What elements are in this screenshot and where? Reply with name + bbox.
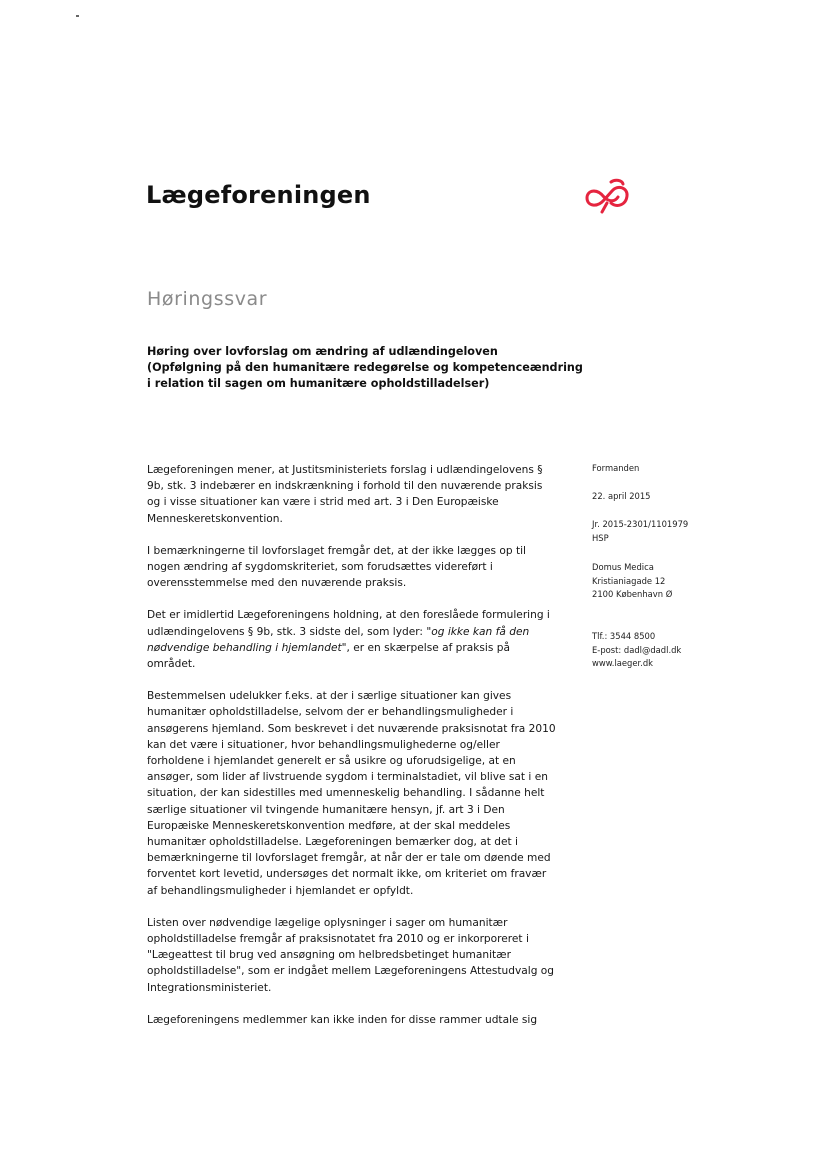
initials: HSP: [592, 532, 609, 543]
subject-heading: [147, 344, 583, 392]
paragraph: Listen over nødvendige lægelige oplysninger i sager om humanitær opholdstilladelse fremgår af praksisnotatet fra 2010 og er inkorporeret i "Lægeattest til brug ved ansøgning om helbredsbetinget humanitær opholdstilladelse", som er indgået mellem Lægeforeningens Attestudvalg og Integrationsministeriet.: [147, 916, 555, 994]
sidebar-address: [592, 561, 672, 602]
sidebar-date: [592, 490, 651, 504]
serpent-staff-icon: [582, 176, 632, 218]
paragraph: Lægeforeningen mener, at Justitsministeriets forslag i udlændingelovens § 9b, stk. 3 indebærer en indskrænkning i forhold til den nuværende praksis og i visse situationer kan være i strid med art. 3 i Den Europæiske Menneskeretskonvention.: [147, 464, 543, 525]
sidebar-reference: [592, 518, 688, 545]
paragraph: Lægeforeningens medlemmer kan ikke inden for disse rammer udtale sig: [147, 1013, 538, 1026]
quoted-text: "og ikke kan få den nødvendige behandling i hjemlandet": [147, 625, 530, 654]
subject-line: i relation til sagen om humanitære opholdstilladelser): [147, 377, 490, 390]
paragraph: [147, 607, 557, 672]
letter-body: [147, 462, 557, 1044]
address-street: Kristianiagade 12: [592, 575, 666, 586]
date-label: 22. april 2015: [592, 491, 651, 501]
paragraph-text: Det er imidlertid Lægeforeningens holdning, at den foreslåede formulering i udlændingelovens § 9b, stk. 3 sidste del, som lyder:: [147, 609, 550, 638]
sidebar-contact: [592, 630, 681, 671]
paragraph-text: , er en skærpelse af praksis på området.: [147, 641, 510, 671]
sidebar-role: [592, 462, 639, 476]
organization-logo-text: Lægeforeningen: [146, 181, 371, 209]
paragraph: I bemærkningerne til lovforslaget fremgår det, at der ikke lægges op til nogen ændring af sygdomskriteriet, som forudsættes videreført i overensstemmelse med den nuværende praksis.: [147, 544, 526, 590]
address-name: Domus Medica: [592, 562, 654, 572]
subject-line: Høring over lovforslag om ændring af udlændingeloven: [147, 345, 498, 358]
journal-number: Jr. 2015-2301/1101979: [592, 519, 689, 529]
phone-number: Tlf.: 3544 8500: [592, 631, 656, 641]
email-address: E-post: dadl@dadl.dk: [592, 644, 682, 655]
website-address: www.laeger.dk: [592, 658, 654, 668]
address-city: 2100 København Ø: [592, 589, 673, 599]
paragraph: Bestemmelsen udelukker f.eks. at der i særlige situationer kan gives humanitær opholdstilladelse, selvom der er behandlingsmuligheder i ansøgerens hjemland. Som beskrevet i det nuværende praksisnotat fra 2010 kan det være i situationer, hvor behandlingsmulighederne og/eller forholdene i hjemlandet generelt er så usikre og uforudsigelige, at en ansøger, som lider af livstruende sygdom i terminalstadiet, vil blive sat i en situation, der kan sidestilles med umenneskelig behandling. I sådanne helt særlige situationer vil tvingende humanitære hensyn, jf. art 3 i Den Europæiske Menneskeretskonvention medføre, at der skal meddeles humanitær opholdstilladelse. Lægeforeningen bemærker dog, at det i bemærkningerne til lovforslaget fremgår, at når der er tale om døende med forventet kort levetid, undersøges det normalt ikke, om kriteriet om fravær af behandlingsmuligheder i hjemlandet er opfyldt.: [147, 690, 556, 897]
scan-artifact: [76, 15, 79, 17]
document-type-heading: Høringssvar: [147, 288, 268, 310]
role-label: Formanden: [592, 463, 640, 473]
subject-line: (Opfølgning på den humanitære redegørelse og kompetenceændring: [147, 361, 583, 374]
